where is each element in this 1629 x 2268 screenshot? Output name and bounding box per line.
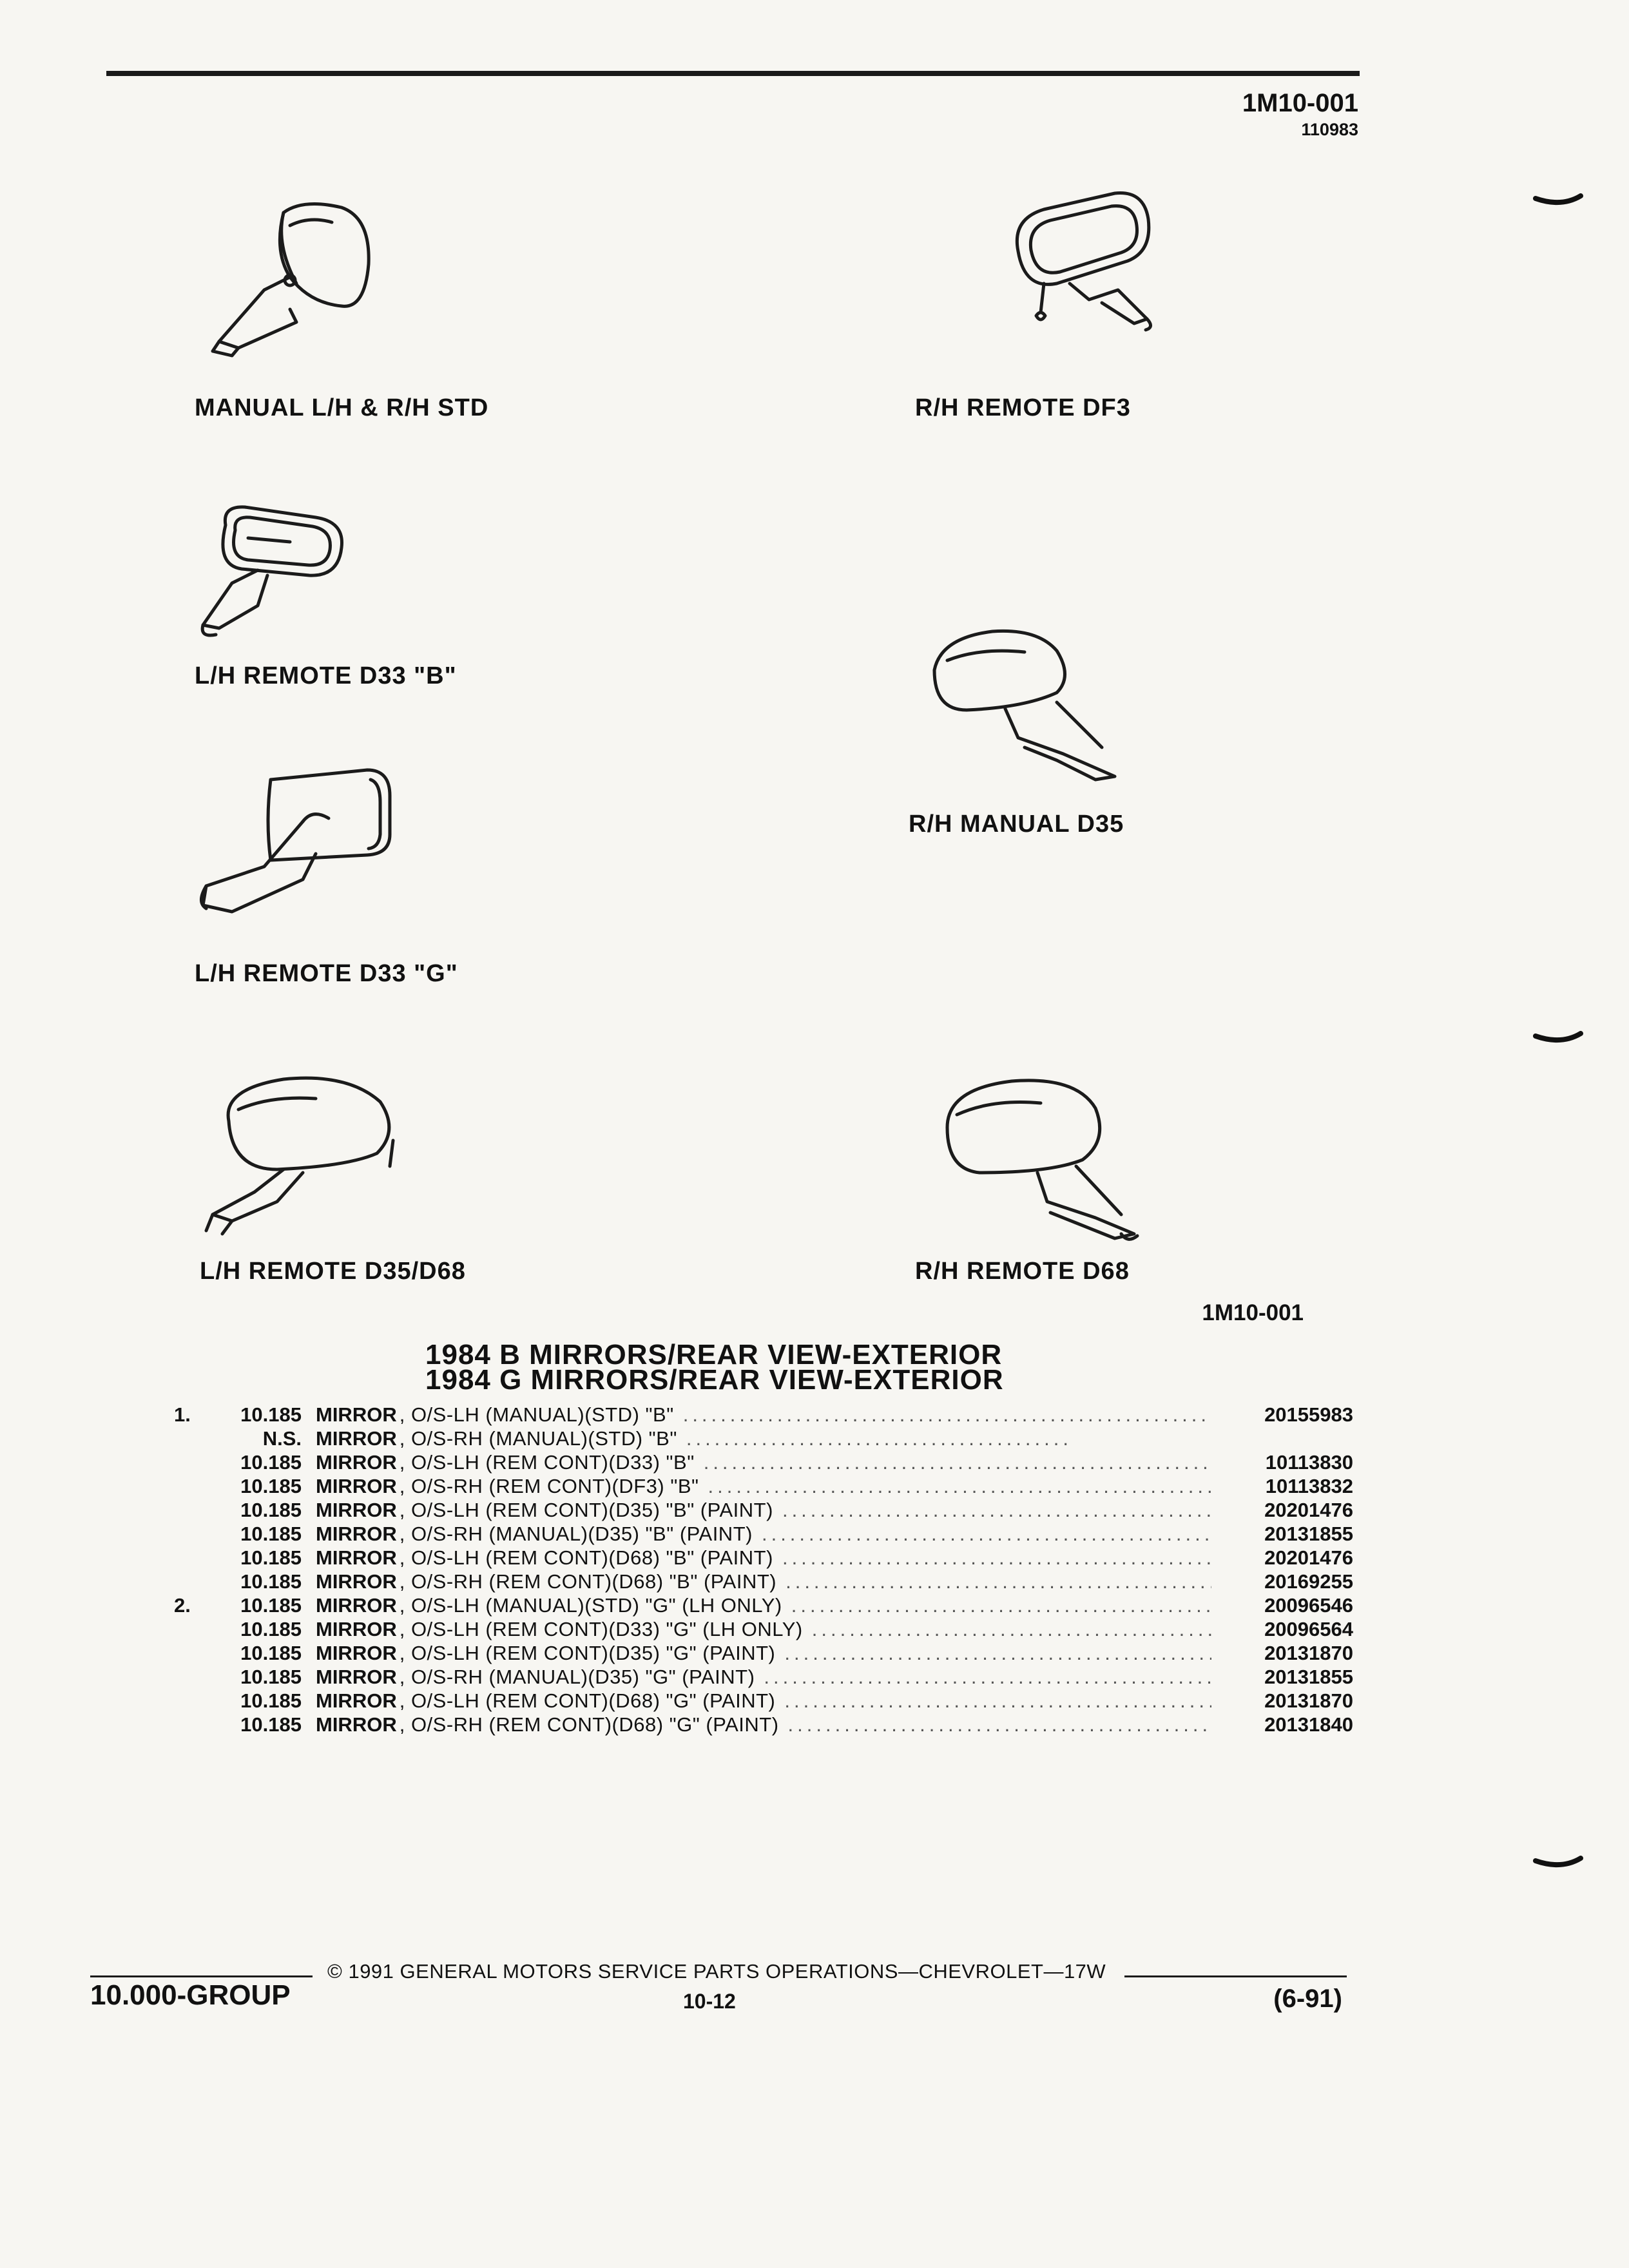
group-number: 10.185 <box>240 1403 302 1426</box>
parts-row <box>174 1713 1353 1737</box>
remote-d33-b-mirror-illustration <box>187 499 361 651</box>
remote-d33-g-mirror-illustration <box>193 757 406 928</box>
group-number: N.S. <box>262 1427 302 1450</box>
group-number: 10.185 <box>240 1475 302 1497</box>
part-name: MIRROR <box>316 1594 397 1617</box>
leader-dots <box>784 1689 1211 1713</box>
parts-list <box>174 1403 1353 1737</box>
group-number: 10.185 <box>240 1713 302 1736</box>
part-number: 20131855 <box>1264 1666 1353 1688</box>
remote-df3-mirror-illustration <box>1005 180 1173 348</box>
part-number: 20131855 <box>1264 1523 1353 1545</box>
part-description: , O/S-LH (REM CONT)(D68) "G" (PAINT) <box>399 1689 776 1712</box>
leader-dots <box>788 1713 1211 1736</box>
leader-dots <box>704 1451 1211 1474</box>
part-number: 20096564 <box>1264 1618 1353 1640</box>
parts-row <box>174 1403 1353 1427</box>
parts-row <box>174 1594 1353 1618</box>
group-number: 10.185 <box>240 1594 302 1617</box>
group-number: 10.185 <box>240 1570 302 1593</box>
part-description: , O/S-RH (MANUAL)(STD) "B" <box>399 1427 677 1450</box>
part-description: , O/S-RH (REM CONT)(D68) "G" (PAINT) <box>399 1713 779 1736</box>
part-number: 10113830 <box>1265 1451 1353 1474</box>
illustration-caption: R/H REMOTE DF3 <box>915 394 1131 421</box>
leader-dots <box>686 1427 1070 1450</box>
parts-row <box>174 1523 1353 1546</box>
group-number: 10.185 <box>240 1499 302 1521</box>
parts-row <box>174 1570 1353 1594</box>
item-number: 1. <box>174 1403 191 1426</box>
group-number: 10.185 <box>240 1642 302 1664</box>
part-name: MIRROR <box>316 1618 397 1640</box>
group-number: 10.185 <box>240 1546 302 1569</box>
item-number: 2. <box>174 1594 191 1617</box>
part-number: 20131870 <box>1264 1642 1353 1664</box>
leader-dots <box>786 1570 1211 1593</box>
part-name: MIRROR <box>316 1499 397 1521</box>
part-number: 20155983 <box>1264 1403 1353 1426</box>
section-code: 1M10-001 <box>1202 1300 1304 1325</box>
leader-dots <box>762 1523 1211 1546</box>
illustration-caption: MANUAL L/H & R/H STD <box>195 394 489 421</box>
leader-dots <box>782 1499 1211 1522</box>
part-number: 20096546 <box>1264 1594 1353 1617</box>
revision-date: (6-91) <box>1273 1984 1342 2013</box>
part-name: MIRROR <box>316 1475 397 1497</box>
part-number: 20131840 <box>1264 1713 1353 1736</box>
footer-rule-right <box>1124 1975 1347 1977</box>
illustration-caption: R/H REMOTE D68 <box>915 1258 1130 1285</box>
group-number: 10.185 <box>240 1689 302 1712</box>
page-code: 1M10-001 <box>1242 89 1358 117</box>
parts-row <box>174 1689 1353 1713</box>
group-number: 10.185 <box>240 1666 302 1688</box>
part-name: MIRROR <box>316 1713 397 1736</box>
parts-row <box>174 1475 1353 1499</box>
binder-mark-icon <box>1532 1031 1584 1044</box>
page-number: 10-12 <box>683 1990 736 2013</box>
footer-group: 10.000-GROUP <box>90 1979 291 2011</box>
part-name: MIRROR <box>316 1570 397 1593</box>
remote-d68-mirror-illustration <box>928 1070 1153 1244</box>
part-name: MIRROR <box>316 1642 397 1664</box>
part-name: MIRROR <box>316 1523 397 1545</box>
part-name: MIRROR <box>316 1689 397 1712</box>
part-description: , O/S-LH (REM CONT)(D33) "B" <box>399 1451 695 1474</box>
part-description: , O/S-LH (REM CONT)(D35) "G" (PAINT) <box>399 1642 776 1664</box>
part-description: , O/S-LH (MANUAL)(STD) "B" <box>399 1403 674 1426</box>
part-name: MIRROR <box>316 1427 397 1450</box>
remote-d35-d68-mirror-illustration <box>193 1063 406 1237</box>
part-description: , O/S-RH (MANUAL)(D35) "B" (PAINT) <box>399 1523 753 1545</box>
group-number: 10.185 <box>240 1618 302 1640</box>
leader-dots <box>708 1475 1211 1498</box>
top-rule <box>106 71 1360 76</box>
part-description: , O/S-RH (MANUAL)(D35) "G" (PAINT) <box>399 1666 755 1688</box>
parts-row <box>174 1618 1353 1642</box>
section-title: 1984 G MIRRORS/REAR VIEW-EXTERIOR <box>425 1364 1004 1396</box>
parts-row <box>174 1451 1353 1475</box>
binder-mark-icon <box>1532 1856 1584 1869</box>
binder-mark-icon <box>1532 193 1584 206</box>
illustration-caption: R/H MANUAL D35 <box>909 811 1124 838</box>
parts-row <box>174 1427 1353 1451</box>
leader-dots <box>812 1618 1211 1641</box>
part-number: 10113832 <box>1265 1475 1353 1497</box>
section-title: 1984 B MIRRORS/REAR VIEW-EXTERIOR <box>425 1339 1003 1370</box>
part-number: 20169255 <box>1264 1570 1353 1593</box>
manual-d35-mirror-illustration <box>928 625 1141 786</box>
parts-row <box>174 1666 1353 1689</box>
group-number: 10.185 <box>240 1451 302 1474</box>
part-number: 20131870 <box>1264 1689 1353 1712</box>
illustration-caption: L/H REMOTE D33 "G" <box>195 960 458 987</box>
part-name: MIRROR <box>316 1546 397 1569</box>
leader-dots <box>683 1403 1211 1427</box>
part-number: 20201476 <box>1264 1499 1353 1521</box>
leader-dots <box>782 1546 1211 1570</box>
part-name: MIRROR <box>316 1451 397 1474</box>
illustration-caption: L/H REMOTE D35/D68 <box>200 1258 466 1285</box>
illustration-caption: L/H REMOTE D33 "B" <box>195 662 457 689</box>
part-name: MIRROR <box>316 1403 397 1426</box>
manual-std-mirror-illustration <box>193 187 406 367</box>
leader-dots <box>784 1642 1211 1665</box>
group-number: 10.185 <box>240 1523 302 1545</box>
footer-rule-left <box>90 1975 313 1977</box>
date-code: 110983 <box>1301 120 1358 139</box>
part-description: , O/S-RH (REM CONT)(DF3) "B" <box>399 1475 699 1497</box>
leader-dots <box>764 1666 1211 1689</box>
part-number: 20201476 <box>1264 1546 1353 1569</box>
parts-row <box>174 1642 1353 1666</box>
part-description: , O/S-LH (MANUAL)(STD) "G" (LH ONLY) <box>399 1594 782 1617</box>
leader-dots <box>791 1594 1211 1617</box>
footer-copyright: © 1991 GENERAL MOTORS SERVICE PARTS OPERATIONS—CHEVROLET—17W <box>327 1960 1106 1983</box>
part-description: , O/S-LH (REM CONT)(D33) "G" (LH ONLY) <box>399 1618 803 1640</box>
part-description: , O/S-RH (REM CONT)(D68) "B" (PAINT) <box>399 1570 777 1593</box>
part-description: , O/S-LH (REM CONT)(D68) "B" (PAINT) <box>399 1546 773 1569</box>
part-name: MIRROR <box>316 1666 397 1688</box>
parts-row <box>174 1499 1353 1523</box>
part-description: , O/S-LH (REM CONT)(D35) "B" (PAINT) <box>399 1499 773 1521</box>
parts-row <box>174 1546 1353 1570</box>
